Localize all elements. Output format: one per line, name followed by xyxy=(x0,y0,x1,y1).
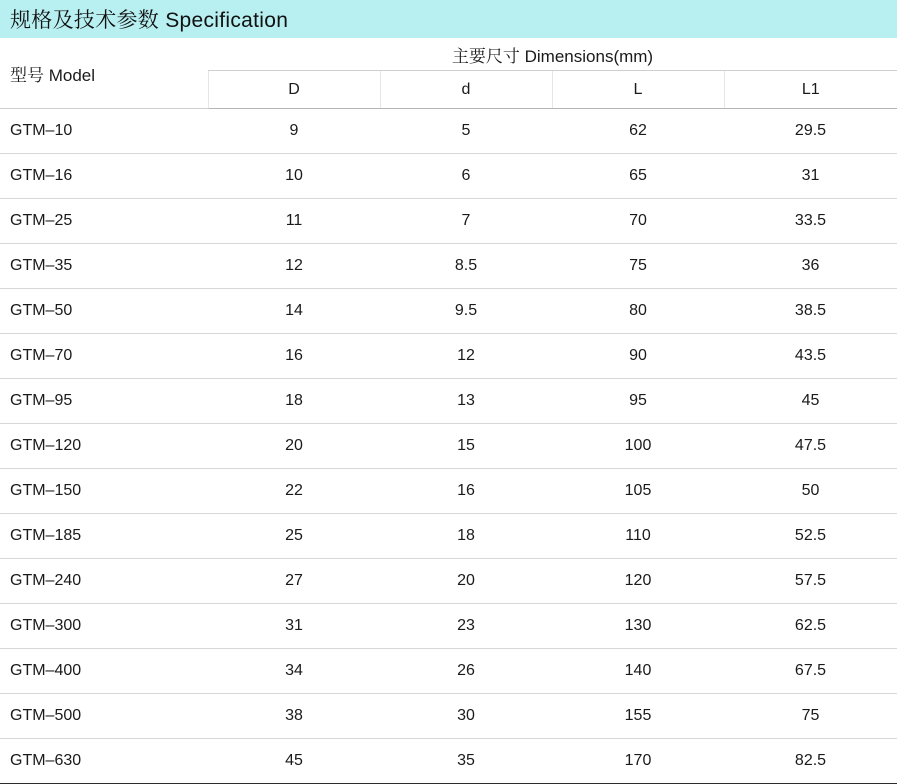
table-row xyxy=(0,154,897,199)
cell-l1: 36 xyxy=(724,244,897,289)
cell-l: 155 xyxy=(552,694,724,739)
cell-l: 140 xyxy=(552,649,724,694)
cell-model: GTM–240 xyxy=(0,559,208,604)
cell-d-outer: 16 xyxy=(208,334,380,379)
cell-d-inner: 9.5 xyxy=(380,289,552,334)
cell-l: 65 xyxy=(552,154,724,199)
column-header-model: 型号 Model xyxy=(0,38,208,109)
cell-l: 100 xyxy=(552,424,724,469)
cell-d-outer: 25 xyxy=(208,514,380,559)
column-header-d-inner: d xyxy=(380,71,552,109)
cell-model: GTM–185 xyxy=(0,514,208,559)
table-row xyxy=(0,334,897,379)
table-header xyxy=(0,38,897,109)
cell-l: 95 xyxy=(552,379,724,424)
table-row xyxy=(0,694,897,739)
cell-d-inner: 7 xyxy=(380,199,552,244)
table-row xyxy=(0,424,897,469)
cell-d-inner: 12 xyxy=(380,334,552,379)
specification-table xyxy=(0,38,897,784)
cell-l: 120 xyxy=(552,559,724,604)
cell-l1: 29.5 xyxy=(724,109,897,154)
cell-l1: 33.5 xyxy=(724,199,897,244)
cell-d-outer: 11 xyxy=(208,199,380,244)
table-row xyxy=(0,739,897,784)
cell-model: GTM–25 xyxy=(0,199,208,244)
table-header-row-1 xyxy=(0,38,897,71)
cell-model: GTM–70 xyxy=(0,334,208,379)
cell-d-outer: 31 xyxy=(208,604,380,649)
cell-l1: 38.5 xyxy=(724,289,897,334)
cell-l: 90 xyxy=(552,334,724,379)
cell-l: 70 xyxy=(552,199,724,244)
cell-l: 75 xyxy=(552,244,724,289)
column-header-l1: L1 xyxy=(724,71,897,109)
cell-model: GTM–500 xyxy=(0,694,208,739)
cell-l: 110 xyxy=(552,514,724,559)
cell-model: GTM–50 xyxy=(0,289,208,334)
cell-d-inner: 5 xyxy=(380,109,552,154)
cell-l1: 47.5 xyxy=(724,424,897,469)
table-body xyxy=(0,109,897,784)
table-row xyxy=(0,604,897,649)
cell-model: GTM–35 xyxy=(0,244,208,289)
page-title: 规格及技术参数 Specification xyxy=(10,9,289,32)
column-header-d-outer: D xyxy=(208,71,380,109)
column-group-header-dimensions: 主要尺寸 Dimensions(mm) xyxy=(208,38,897,71)
cell-d-inner: 13 xyxy=(380,379,552,424)
cell-d-inner: 16 xyxy=(380,469,552,514)
cell-l: 170 xyxy=(552,739,724,784)
cell-l1: 31 xyxy=(724,154,897,199)
cell-l1: 75 xyxy=(724,694,897,739)
cell-d-inner: 20 xyxy=(380,559,552,604)
table-row xyxy=(0,244,897,289)
cell-l1: 62.5 xyxy=(724,604,897,649)
cell-d-outer: 9 xyxy=(208,109,380,154)
cell-l1: 45 xyxy=(724,379,897,424)
cell-d-outer: 18 xyxy=(208,379,380,424)
table-row xyxy=(0,469,897,514)
cell-l: 62 xyxy=(552,109,724,154)
table-row xyxy=(0,514,897,559)
cell-model: GTM–400 xyxy=(0,649,208,694)
cell-model: GTM–300 xyxy=(0,604,208,649)
table-row xyxy=(0,559,897,604)
cell-d-outer: 27 xyxy=(208,559,380,604)
cell-d-inner: 35 xyxy=(380,739,552,784)
table-row xyxy=(0,109,897,154)
cell-l1: 57.5 xyxy=(724,559,897,604)
cell-l1: 50 xyxy=(724,469,897,514)
table-row xyxy=(0,289,897,334)
cell-d-inner: 18 xyxy=(380,514,552,559)
cell-model: GTM–120 xyxy=(0,424,208,469)
page-title-bar xyxy=(0,0,897,38)
cell-d-outer: 10 xyxy=(208,154,380,199)
cell-d-outer: 22 xyxy=(208,469,380,514)
cell-model: GTM–10 xyxy=(0,109,208,154)
cell-model: GTM–630 xyxy=(0,739,208,784)
cell-l1: 82.5 xyxy=(724,739,897,784)
cell-d-outer: 12 xyxy=(208,244,380,289)
cell-d-outer: 45 xyxy=(208,739,380,784)
cell-d-inner: 6 xyxy=(380,154,552,199)
cell-d-inner: 30 xyxy=(380,694,552,739)
cell-d-inner: 8.5 xyxy=(380,244,552,289)
cell-d-inner: 26 xyxy=(380,649,552,694)
cell-model: GTM–150 xyxy=(0,469,208,514)
cell-model: GTM–95 xyxy=(0,379,208,424)
cell-d-outer: 38 xyxy=(208,694,380,739)
cell-d-outer: 14 xyxy=(208,289,380,334)
cell-l: 130 xyxy=(552,604,724,649)
column-header-l: L xyxy=(552,71,724,109)
cell-l1: 52.5 xyxy=(724,514,897,559)
cell-l1: 43.5 xyxy=(724,334,897,379)
table-row xyxy=(0,649,897,694)
cell-d-inner: 15 xyxy=(380,424,552,469)
cell-l: 105 xyxy=(552,469,724,514)
cell-d-outer: 34 xyxy=(208,649,380,694)
table-row xyxy=(0,379,897,424)
cell-l1: 67.5 xyxy=(724,649,897,694)
cell-d-inner: 23 xyxy=(380,604,552,649)
cell-model: GTM–16 xyxy=(0,154,208,199)
cell-d-outer: 20 xyxy=(208,424,380,469)
table-row xyxy=(0,199,897,244)
cell-l: 80 xyxy=(552,289,724,334)
